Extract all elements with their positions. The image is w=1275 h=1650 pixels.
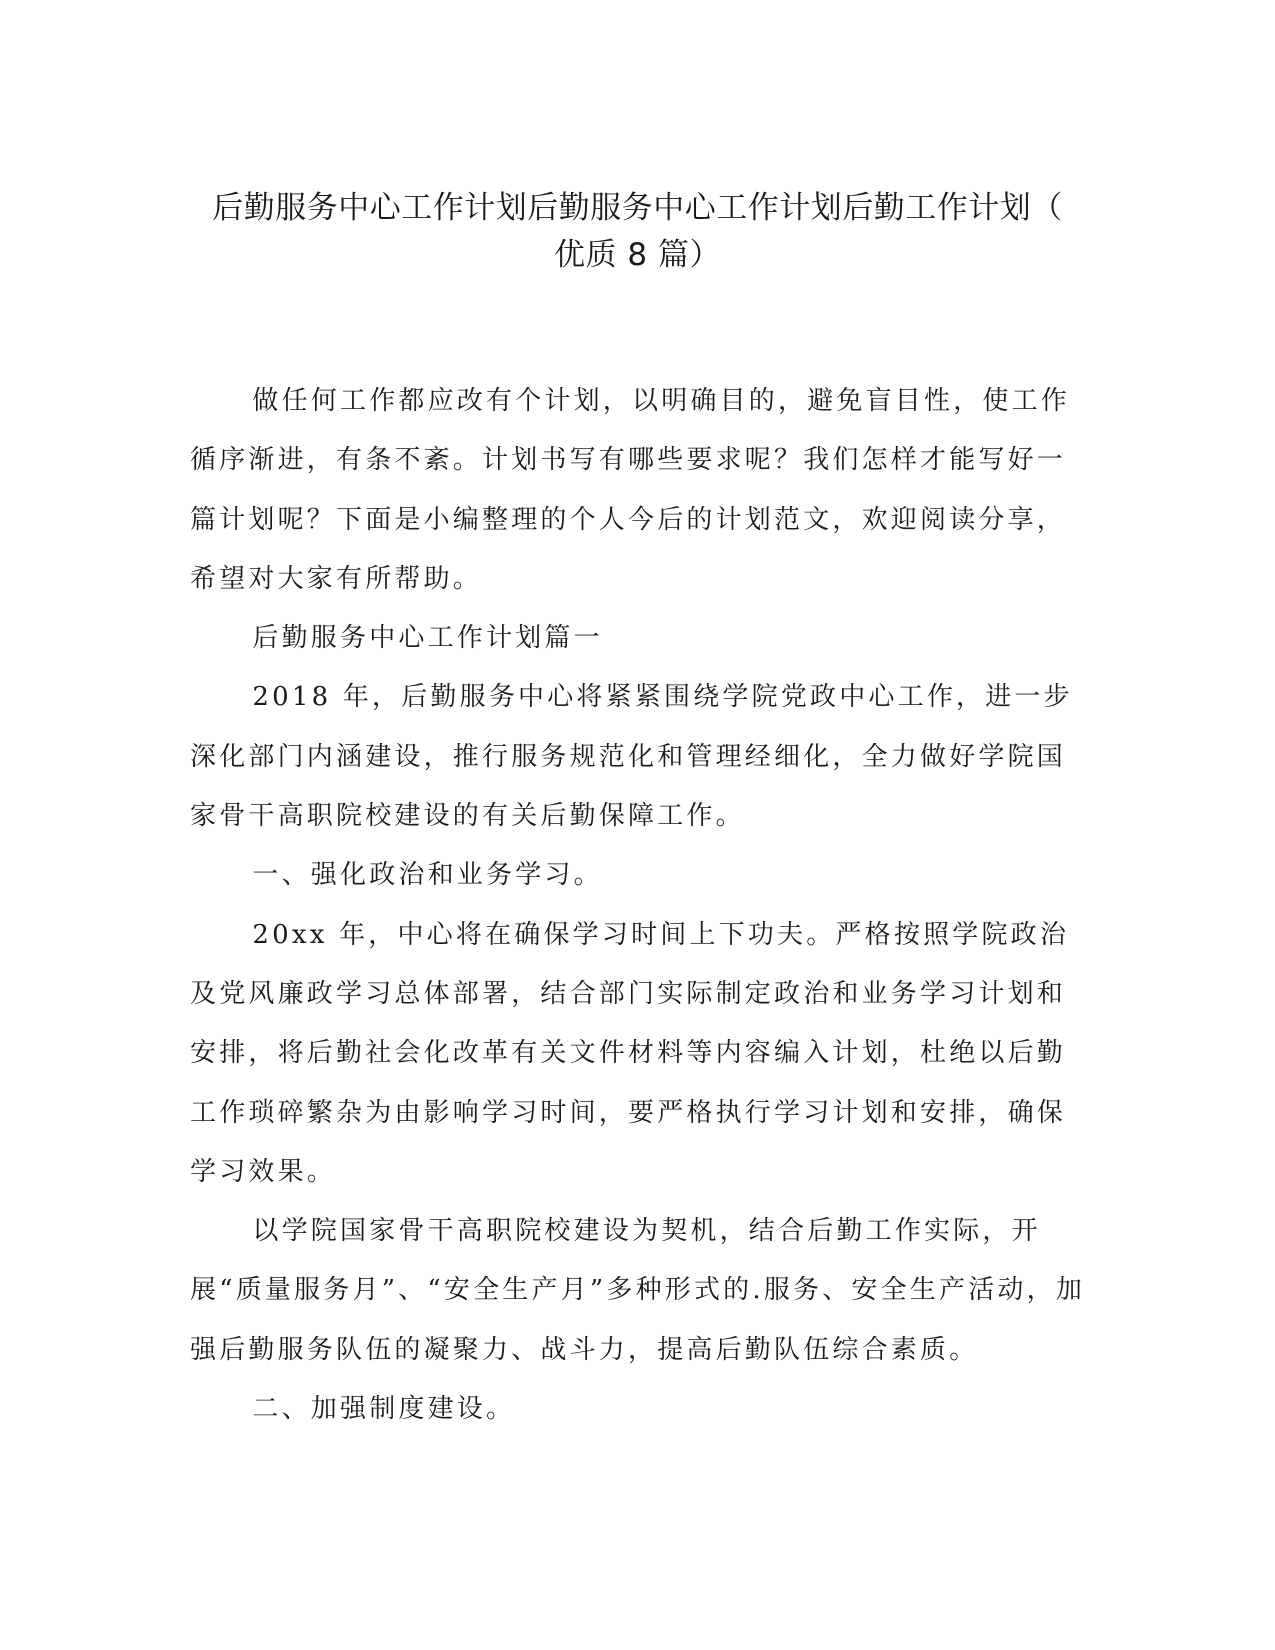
body-paragraph: 以学院国家骨干高职院校建设为契机，结合后勤工作实际，开展“质量服务月”、“安全生产月”多种形式的.服务、安全生产活动，加强后勤服务队伍的凝聚力、战斗力，提高后勤队伍综合素质。 [190, 1216, 1086, 1365]
title-line-2: 优质 8 篇） [554, 237, 721, 273]
body-paragraph: 2018 年，后勤服务中心将紧紧围绕学院党政中心工作，进一步深化部门内涵建设，推行服务规范化和管理经细化，全力做好学院国家骨干高职院校建设的有关后勤保障工作。 [190, 682, 1073, 832]
subsection-heading: 一、强化政治和业务学习。 [252, 860, 603, 891]
body-paragraph: 20xx 年，中心将在确保学习时间上下功夫。严格按照学院政治及党风廉政学习总体部署，结合部门实际制定政治和业务学习计划和安排，将后勤社会化改革有关文件材料等内容编入计划，杜绝以后勤工作琐碎繁杂为由影响学习时间，要严格执行学习计划和安排，确保学习效果。 [190, 919, 1070, 1187]
subsection-heading: 二、加强制度建设。 [252, 1394, 516, 1425]
title-line-1: 后勤服务中心工作计划后勤服务中心工作计划后勤工作计划（ [212, 190, 1063, 226]
document-body [190, 372, 1090, 1439]
section-heading: 后勤服务中心工作计划篇一 [252, 623, 603, 654]
intro-paragraph: 做任何工作都应改有个计划，以明确目的，避免盲目性，使工作循序渐进，有条不紊。计划书写有哪些要求呢？我们怎样才能写好一篇计划呢？下面是小编整理的个人今后的计划范文，欢迎阅读分享，希望对大家有所帮助。 [190, 386, 1070, 594]
document-title [150, 185, 1125, 279]
